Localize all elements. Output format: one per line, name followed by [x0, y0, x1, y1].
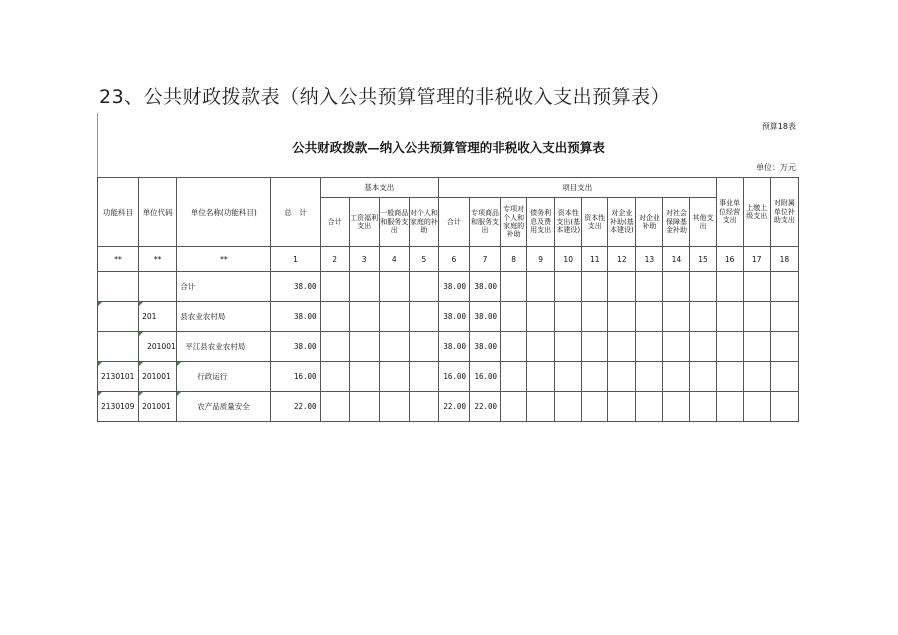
index-cell: 17	[743, 247, 770, 272]
header-unit-code: 单位代码	[139, 178, 177, 247]
index-cell: 18	[770, 247, 798, 272]
cell-unit-code: 201	[139, 302, 177, 332]
sheet-title: 公共财政拨款—纳入公共预算管理的非税收入支出预算表	[292, 140, 605, 155]
header-project-col: 对企业补助	[636, 198, 663, 247]
index-cell: 1	[271, 247, 320, 272]
index-cell: 7	[469, 247, 500, 272]
header-project-col: 专项对个人和家庭的补助	[501, 198, 527, 247]
index-cell: 15	[690, 247, 716, 272]
table-row	[98, 392, 799, 422]
header-basic-col: 对个人和家庭的补助	[409, 198, 438, 247]
cell-unit-name: 行政运行	[177, 362, 271, 392]
header-project-group: 项目支出	[438, 178, 716, 198]
index-cell: **	[177, 247, 271, 272]
header-tail-col: 上缴上级支出	[743, 178, 770, 247]
header-project-col: 合计	[438, 198, 469, 247]
cell-unit-name: 合计	[177, 272, 271, 302]
cell-total: 16.00	[271, 362, 320, 392]
budget-sheet	[97, 113, 800, 422]
cell-unit-name: 平江县农业农村局	[177, 332, 271, 362]
header-basic-col: 合计	[320, 198, 349, 247]
cell-unit-code: 201001	[139, 392, 177, 422]
table-row	[98, 362, 799, 392]
header-project-col: 资本性支出	[582, 198, 608, 247]
header-unit-name: 单位名称(功能科目)	[177, 178, 271, 247]
index-cell: 13	[636, 247, 663, 272]
cell-unit-name: 县农业农村局	[177, 302, 271, 332]
cell-func-code: 2130101	[98, 362, 139, 392]
cell-unit-code	[139, 272, 177, 302]
header-project-col: 对社会保障基金补助	[663, 198, 690, 247]
budget-number: 预算18表	[761, 122, 796, 131]
index-cell: 5	[409, 247, 438, 272]
cell-total: 22.00	[271, 392, 320, 422]
index-cell: 11	[582, 247, 608, 272]
header-project-col: 债务利息及费用支出	[527, 198, 555, 247]
header-basic-group: 基本支出	[320, 178, 438, 198]
index-cell: 9	[527, 247, 555, 272]
index-cell: 8	[501, 247, 527, 272]
index-cell: **	[139, 247, 177, 272]
cell-unit-code: 201001	[139, 332, 177, 362]
header-project-col: 专项商品和服务支出	[469, 198, 500, 247]
cell-project-special: 22.00	[469, 392, 500, 422]
header-project-col: 对企业补助(基本建设)	[608, 198, 636, 247]
cell-func-code: 2130109	[98, 392, 139, 422]
cell-total: 38.00	[271, 302, 320, 332]
cell-unit-name: 农产品质量安全	[177, 392, 271, 422]
cell-total: 38.00	[271, 332, 320, 362]
header-project-col: 其他支出	[690, 198, 716, 247]
cell-project-total: 16.00	[438, 362, 469, 392]
cell-project-special: 38.00	[469, 302, 500, 332]
cell-unit-code: 201001	[139, 362, 177, 392]
header-basic-col: 一般商品和服务支出	[379, 198, 409, 247]
index-cell: 3	[349, 247, 379, 272]
cell-total: 38.00	[271, 272, 320, 302]
cell-project-special: 38.00	[469, 272, 500, 302]
cell-project-total: 38.00	[438, 332, 469, 362]
header-tail-col: 事业单位经营支出	[716, 178, 743, 247]
cell-func-code	[98, 272, 139, 302]
index-cell: 12	[608, 247, 636, 272]
index-cell: **	[98, 247, 139, 272]
cell-project-special: 38.00	[469, 332, 500, 362]
cell-project-total: 38.00	[438, 302, 469, 332]
index-cell: 14	[663, 247, 690, 272]
header-tail-col: 对附属单位补助支出	[770, 178, 798, 247]
page-heading: 23、公共财政拨款表（纳入公共预算管理的非税收入支出预算表）	[99, 86, 671, 108]
cell-project-total: 22.00	[438, 392, 469, 422]
index-cell: 10	[555, 247, 582, 272]
header-func-code: 功能科目	[98, 178, 139, 247]
cell-project-total: 38.00	[438, 272, 469, 302]
header-basic-col: 工资福利支出	[349, 198, 379, 247]
header-row-groups	[98, 178, 799, 198]
header-project-col: 资本性支出(基本建设)	[555, 198, 582, 247]
cell-func-code	[98, 332, 139, 362]
index-cell: 4	[379, 247, 409, 272]
cell-project-special: 16.00	[469, 362, 500, 392]
budget-table	[97, 177, 799, 422]
unit-label: 单位：万元	[756, 163, 796, 172]
header-index-row	[98, 247, 799, 272]
table-row	[98, 272, 799, 302]
index-cell: 16	[716, 247, 743, 272]
header-total: 总 计	[271, 178, 320, 247]
table-row	[98, 332, 799, 362]
cell-func-code	[98, 302, 139, 332]
index-cell: 6	[438, 247, 469, 272]
index-cell: 2	[320, 247, 349, 272]
table-row	[98, 302, 799, 332]
